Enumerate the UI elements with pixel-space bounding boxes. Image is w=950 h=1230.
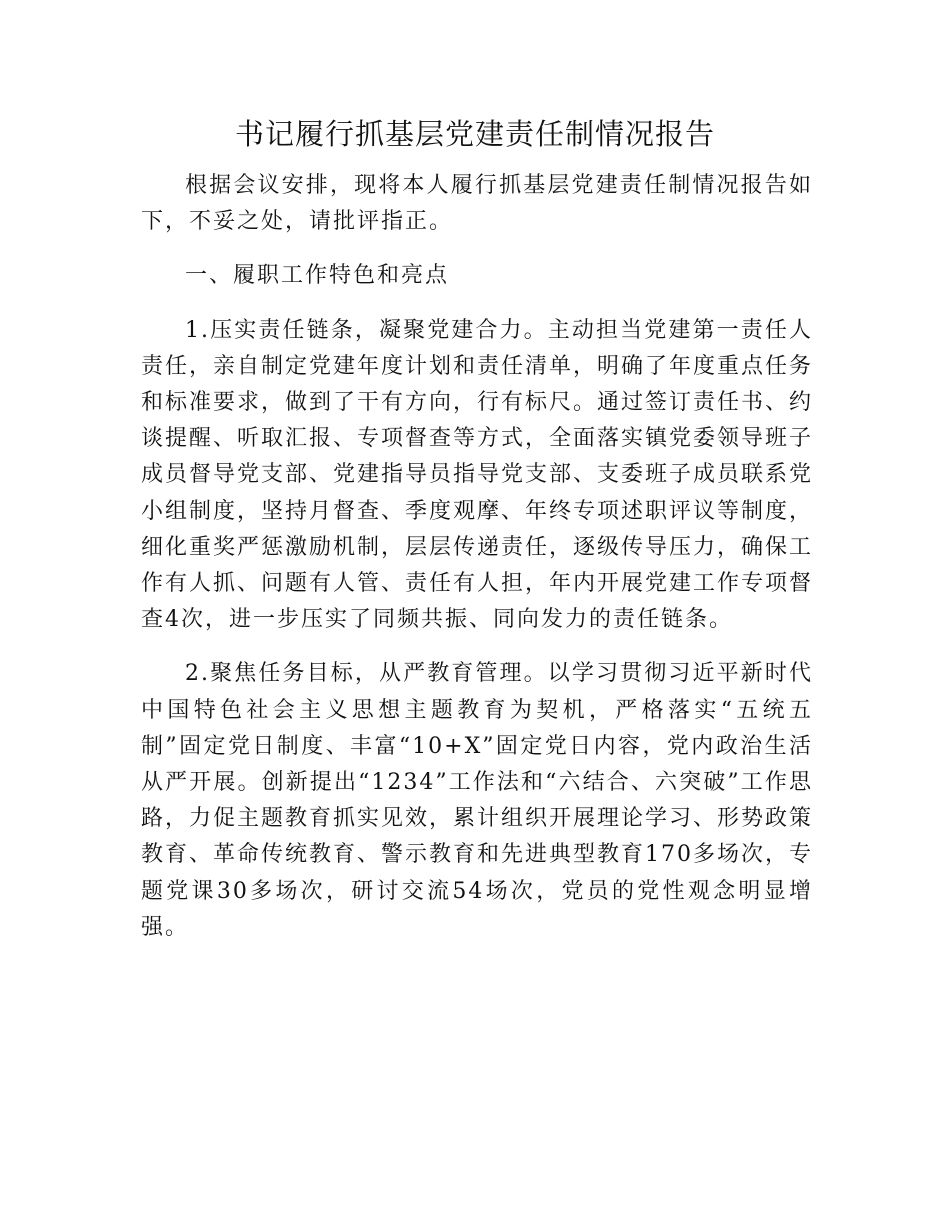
- item-1-paragraph: 1.压实责任链条，凝聚党建合力。主动担当党建第一责任人责任，亲自制定党建年度计划和责任清单，明确了年度重点任务和标准要求，做到了干有方向，行有标尺。通过签订责任书、约谈提醒、听取汇报、专项督查等方式，全面落实镇党委领导班子成员督导党支部、党建指导员指导党支部、支委班子成员联系党小组制度，坚持月督查、季度观摩、年终专项述职评议等制度，细化重奖严惩激励机制，层层传递责任，逐级传导压力，确保工作有人抓、问题有人管、责任有人担，年内开展党建工作专项督查4次，进一步压实了同频共振、同向发力的责任链条。: [141, 317, 814, 633]
- item-2-paragraph: 2.聚焦任务目标，从严教育管理。以学习贯彻习近平新时代中国特色社会主义思想主题教育为契机，严格落实“五统五制”固定党日制度、丰富“10+X”固定党日内容，党内政治生活从严开展。创新提出“1234”工作法和“六结合、六突破”工作思路，力促主题教育抓实见效，累计组织开展理论学习、形势政策教育、革命传统教育、警示教育和先进典型教育170多场次，专题党课30多场次，研讨交流54场次，党员的党性观念明显增强。: [141, 661, 814, 940]
- document-body: [141, 168, 813, 964]
- intro-paragraph: 根据会议安排，现将本人履行抓基层党建责任制情况报告如下，不妥之处，请批评指正。: [141, 173, 813, 235]
- document-title: 书记履行抓基层党建责任制情况报告: [234, 117, 715, 151]
- section-heading: 一、履职工作特色和亮点: [185, 263, 450, 289]
